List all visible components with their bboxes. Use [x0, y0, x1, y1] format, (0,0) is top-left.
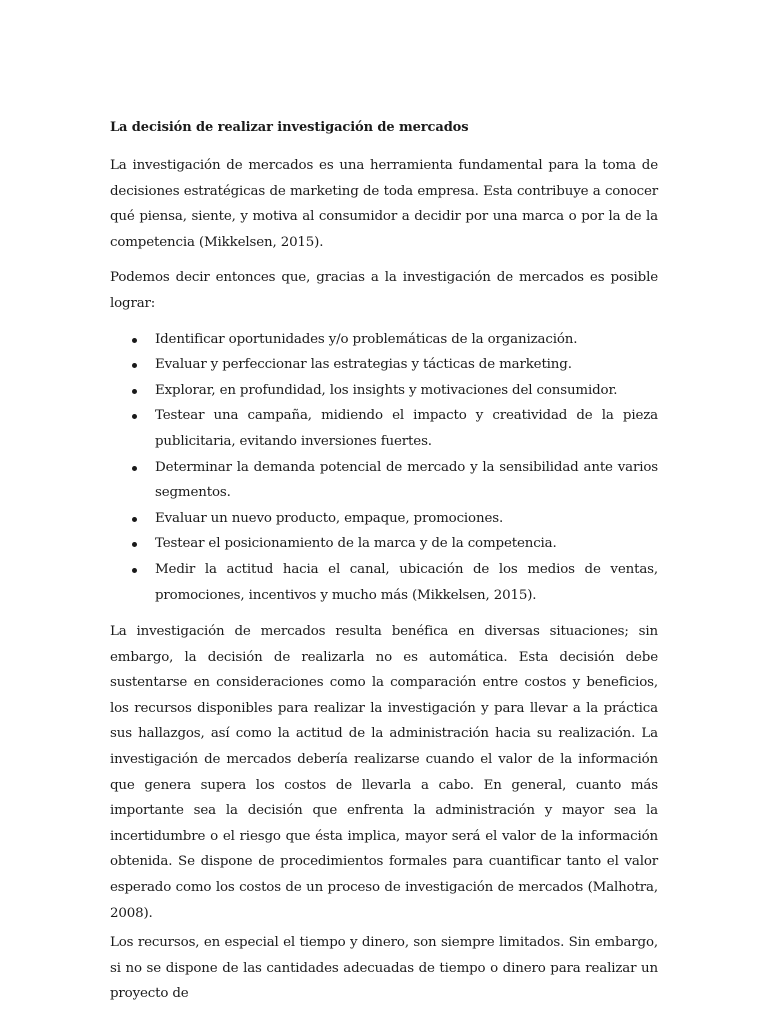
list-item-text: Determinar la demanda potencial de mercado y la sensibilidad ante varios segmentos.: [155, 459, 658, 501]
list-item: [110, 327, 658, 353]
intro-paragraph: La investigación de mercados es una herramienta fundamental para la toma de decisiones estratégicas de marketing de toda empresa. Esta contribuye a conocer qué piensa, siente, y motiva al consumidor a decidir por una marca o por la de la competencia (Mikkelsen, 2015).: [110, 158, 658, 250]
list-item-text: Evaluar un nuevo producto, empaque, promociones.: [155, 510, 504, 526]
body-paragraph-decision: La investigación de mercados resulta benéfica en diversas situaciones; sin embargo, la decisión de realizarla no es automática. Esta decisión debe sustentarse en consideraciones como la comparación entre costos y beneficios, los recursos disponibles para realizar la investigación y para llevar a la práctica sus hallazgos, así como la actitud de la administración hacia su realización. La investigación de mercados debería realizarse cuando el valor de la información que genera supera los costos de llevarla a cabo. En general, cuanto más importante sea la decisión que enfrenta la administración y mayor sea la incertidumbre o el riesgo que ésta implica, mayor será el valor de la información obtenida. Se dispone de procedimientos formales para cuantificar tanto el valor esperado como los costos de un proceso de investigación de mercados (Malhotra, 2008).: [110, 624, 658, 921]
list-item-text: Explorar, en profundidad, los insights y motivaciones del consumidor.: [155, 382, 618, 398]
list-item: [110, 455, 658, 506]
list-lead-paragraph: Podemos decir entonces que, gracias a la investigación de mercados es posible lograr:: [110, 270, 658, 311]
bullet-icon: [132, 338, 137, 343]
list-item: [110, 352, 658, 378]
bullet-icon: [132, 466, 137, 471]
bullet-icon: [132, 568, 137, 573]
list-item: [110, 403, 658, 454]
bullet-icon: [132, 414, 137, 419]
list-item-text: Testear el posicionamiento de la marca y de la competencia.: [155, 536, 557, 552]
list-item-text: Testear una campaña, midiendo el impacto y creatividad de la pieza publicitaria, evitando inversiones fuertes.: [155, 408, 658, 449]
benefits-list: [110, 327, 658, 609]
list-item: [110, 378, 658, 404]
document-page: [110, 118, 658, 1007]
bullet-icon: [132, 389, 137, 394]
bullet-icon: [132, 542, 137, 547]
bullet-icon: [132, 363, 137, 368]
list-item: [110, 557, 658, 608]
body-paragraph-resources: Los recursos, en especial el tiempo y dinero, son siempre limitados. Sin embargo, si no se dispone de las cantidades adecuadas de tiempo o dinero para realizar un proyecto de: [110, 935, 658, 1002]
list-item: [110, 531, 658, 557]
list-item-text: Evaluar y perfeccionar las estrategias y tácticas de marketing.: [155, 357, 572, 373]
list-item-text: Medir la actitud hacia el canal, ubicación de los medios de ventas, promociones, incentivos y mucho más (Mikkelsen, 2015).: [155, 561, 658, 603]
bullet-icon: [132, 517, 137, 522]
list-item: [110, 506, 658, 532]
section-heading: La decisión de realizar investigación de mercados: [110, 120, 469, 135]
list-item-text: Identificar oportunidades y/o problemáticas de la organización.: [155, 331, 578, 347]
